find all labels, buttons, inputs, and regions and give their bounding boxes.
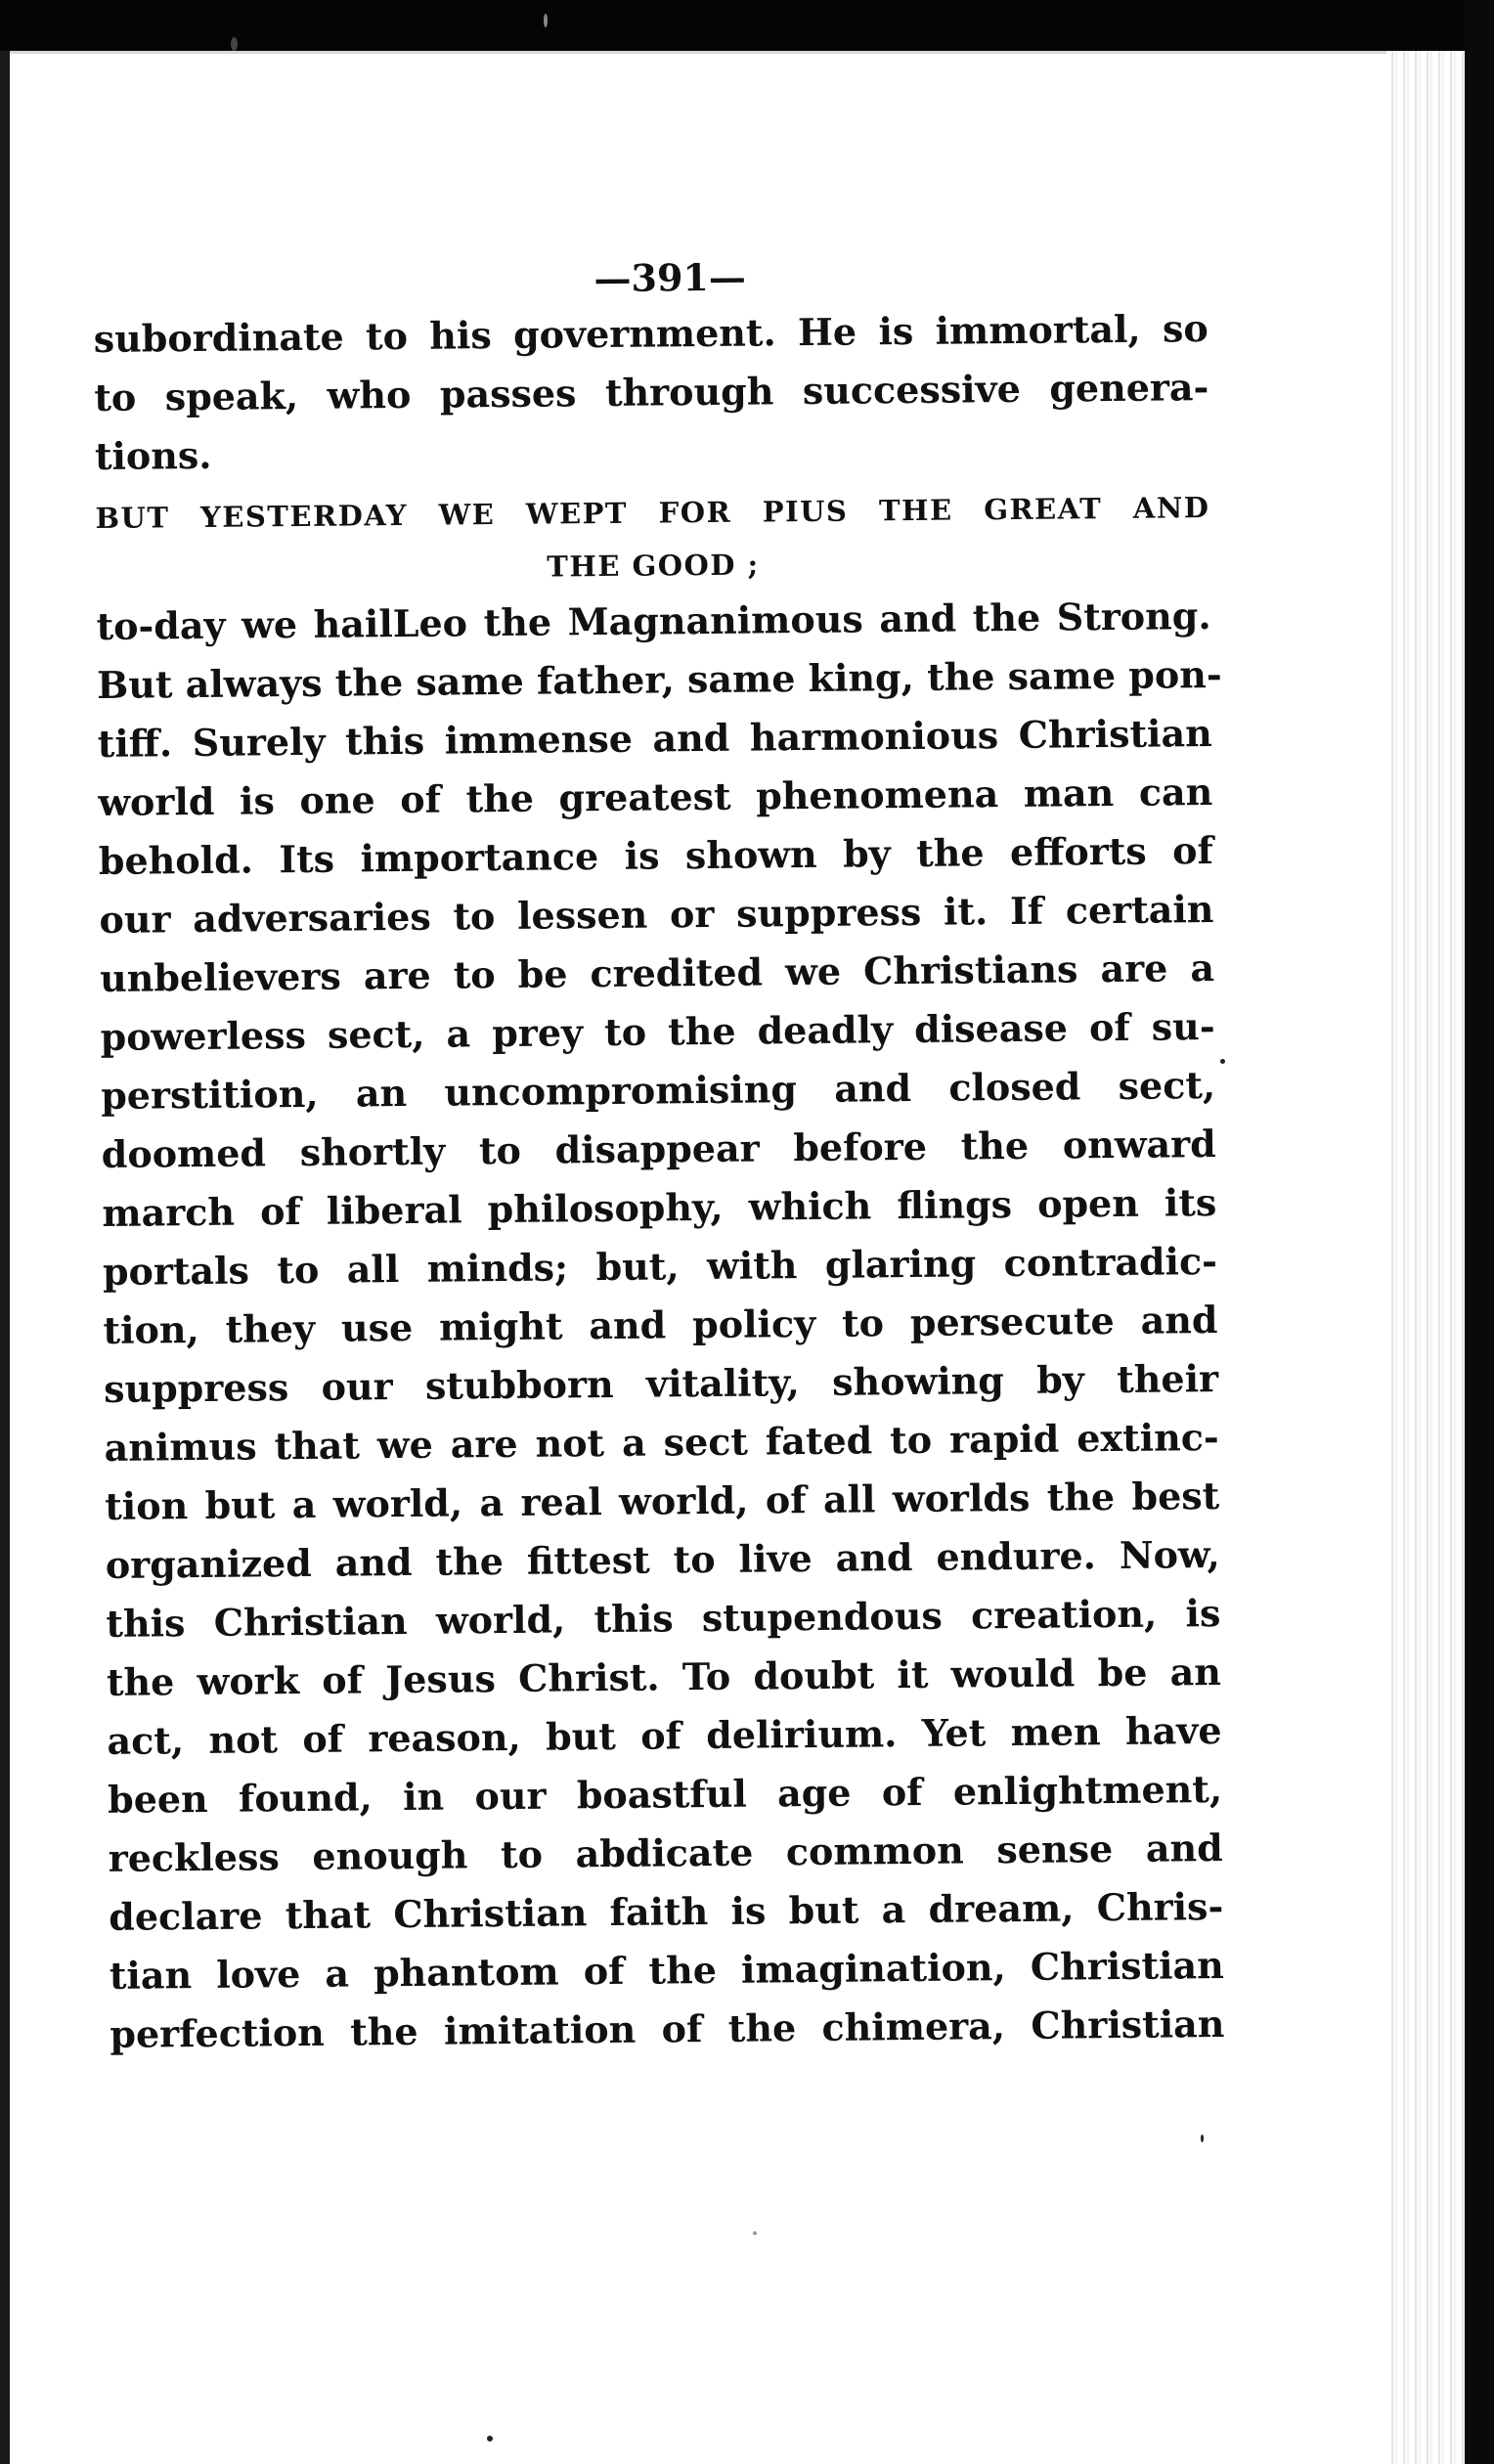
- text-line: organized and the fittest to live and endure. Now,: [105, 1531, 1220, 1587]
- opening-paragraph: [93, 299, 1209, 486]
- heading-line: BUT YESTERDAY WE WEPT FOR PIUS THE GREAT AND: [95, 491, 1210, 535]
- text-line: tion but a world, a real world, of all worlds the best: [105, 1473, 1220, 1528]
- body-paragraph: [96, 587, 1224, 2064]
- scan-speck: [544, 14, 548, 27]
- page-number: —391—: [593, 254, 747, 301]
- scanner-left-border: [0, 51, 10, 2464]
- text-line: perstition, an uncompromising and closed sect,: [100, 1063, 1216, 1118]
- page-edges: [1386, 51, 1465, 2464]
- text-line: to-day we hailLeo the Magnanimous and the Strong.: [96, 594, 1211, 648]
- text-line: subordinate to his government. He is immortal, so: [93, 306, 1208, 361]
- text-line: powerless sect, a prey to the deadly disease of su-: [100, 1004, 1215, 1059]
- scanner-top-border: [0, 0, 1494, 51]
- text-line: the work of Jesus Christ. To doubt it would be an: [106, 1649, 1222, 1704]
- text-line: unbelievers are to be credited we Christians are a: [99, 946, 1215, 1000]
- text-line: perfection the imitation of the chimera, Christian: [110, 2001, 1225, 2056]
- text-line: suppress our stubborn vitality, showing by their: [103, 1356, 1219, 1411]
- scanner-right-border: [1465, 0, 1494, 2464]
- text-line: tian love a phantom of the imagination, Christian: [109, 1942, 1225, 1998]
- scan-speck: [1201, 2134, 1204, 2142]
- text-line: tions.: [94, 432, 212, 478]
- page-text: [93, 248, 1225, 2064]
- scan-speck: [231, 37, 238, 51]
- text-line: doomed shortly to disappear before the onward: [101, 1122, 1216, 1176]
- text-line: act, not of reason, but of delirium. Yet men have: [107, 1707, 1222, 1763]
- heading-line: THE GOOD ;: [547, 548, 760, 584]
- text-line: tiff. Surely this immense and harmonious Christian: [97, 711, 1212, 766]
- quotation-heading: [95, 481, 1210, 597]
- text-line: our adversaries to lessen or suppress it. If certain: [99, 887, 1214, 942]
- text-line: reckless enough to abdicate common sense and: [108, 1825, 1223, 1880]
- text-line: But always the same father, same king, the same pon-: [96, 651, 1222, 707]
- text-line: to speak, who passes through successive genera-: [94, 365, 1209, 419]
- scan-speck: [487, 2436, 493, 2442]
- text-line: march of liberal philosophy, which flings open its: [102, 1180, 1217, 1235]
- text-line: been found, in our boastful age of enlightment,: [107, 1766, 1223, 1822]
- text-line: world is one of the greatest phenomena man can: [98, 770, 1213, 824]
- text-line: declare that Christian faith is but a dream, Chris-: [109, 1883, 1224, 1939]
- text-line: tion, they use might and policy to persecute and: [103, 1298, 1218, 1352]
- scan-speck: [753, 2231, 757, 2235]
- text-line: animus that we are not a sect fated to rapid extinc-: [104, 1415, 1219, 1470]
- text-line: behold. Its importance is shown by the efforts of: [98, 828, 1214, 883]
- scan-speck: [1220, 1059, 1225, 1064]
- text-line: portals to all minds; but, with glaring contradic-: [102, 1239, 1218, 1294]
- text-line: this Christian world, this stupendous creation, is: [106, 1590, 1221, 1646]
